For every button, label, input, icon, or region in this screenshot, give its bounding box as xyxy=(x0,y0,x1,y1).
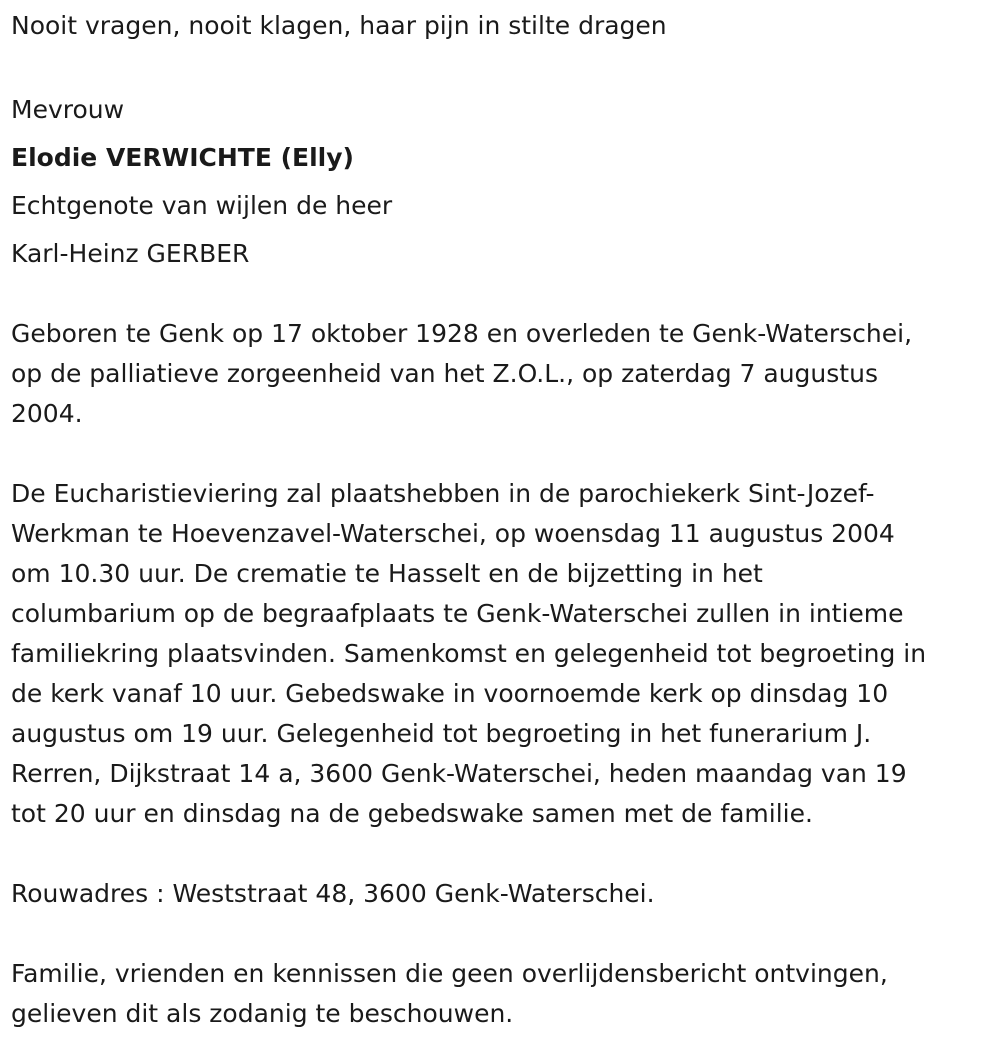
ceremony-line: tot 20 uur en dinsdag na de gebedswake samen met de familie. xyxy=(11,799,813,828)
ceremony-line: om 10.30 uur. De crematie te Hasselt en de bijzetting in het xyxy=(11,559,763,588)
spacer xyxy=(11,278,991,314)
salutation: Mevrouw xyxy=(11,95,125,124)
birth-death-line: Geboren te Genk op 17 oktober 1928 en overleden te Genk-Waterschei, xyxy=(11,319,913,348)
birth-death-line: 2004. xyxy=(11,399,83,428)
obituary-notice xyxy=(11,6,991,1034)
spouse-name: Karl-Heinz GERBER xyxy=(11,239,250,268)
spacer xyxy=(11,834,991,874)
spacer xyxy=(11,434,991,474)
closing-line: Familie, vrienden en kennissen die geen overlijdensbericht ontvingen, xyxy=(11,959,888,988)
relation-text: Echtgenote van wijlen de heer xyxy=(11,191,393,220)
ceremony-line: columbarium op de begraafplaats te Genk-Waterschei zullen in intieme xyxy=(11,599,904,628)
birth-death-line: op de palliatieve zorgeenheid van het Z.O.L., op zaterdag 7 augustus xyxy=(11,359,878,388)
motto: Nooit vragen, nooit klagen, haar pijn in stilte dragen xyxy=(11,11,667,40)
deceased-name: Elodie VERWICHTE (Elly) xyxy=(11,143,354,172)
ceremony-line: Rerren, Dijkstraat 14 a, 3600 Genk-Waterschei, heden maandag van 19 xyxy=(11,759,907,788)
ceremony-line: familiekring plaatsvinden. Samenkomst en gelegenheid tot begroeting in xyxy=(11,639,927,668)
ceremony-line: Werkman te Hoevenzavel-Waterschei, op woensdag 11 augustus 2004 xyxy=(11,519,895,548)
ceremony-line: augustus om 19 uur. Gelegenheid tot begroeting in het funerarium J. xyxy=(11,719,872,748)
closing-line: gelieven dit als zodanig te beschouwen. xyxy=(11,999,514,1028)
spacer xyxy=(11,914,991,954)
mourning-address: Rouwadres : Weststraat 48, 3600 Genk-Waterschei. xyxy=(11,879,655,908)
ceremony-line: de kerk vanaf 10 uur. Gebedswake in voornoemde kerk op dinsdag 10 xyxy=(11,679,889,708)
ceremony-line: De Eucharistieviering zal plaatshebben in de parochiekerk Sint-Jozef- xyxy=(11,479,875,508)
spacer xyxy=(11,46,991,86)
